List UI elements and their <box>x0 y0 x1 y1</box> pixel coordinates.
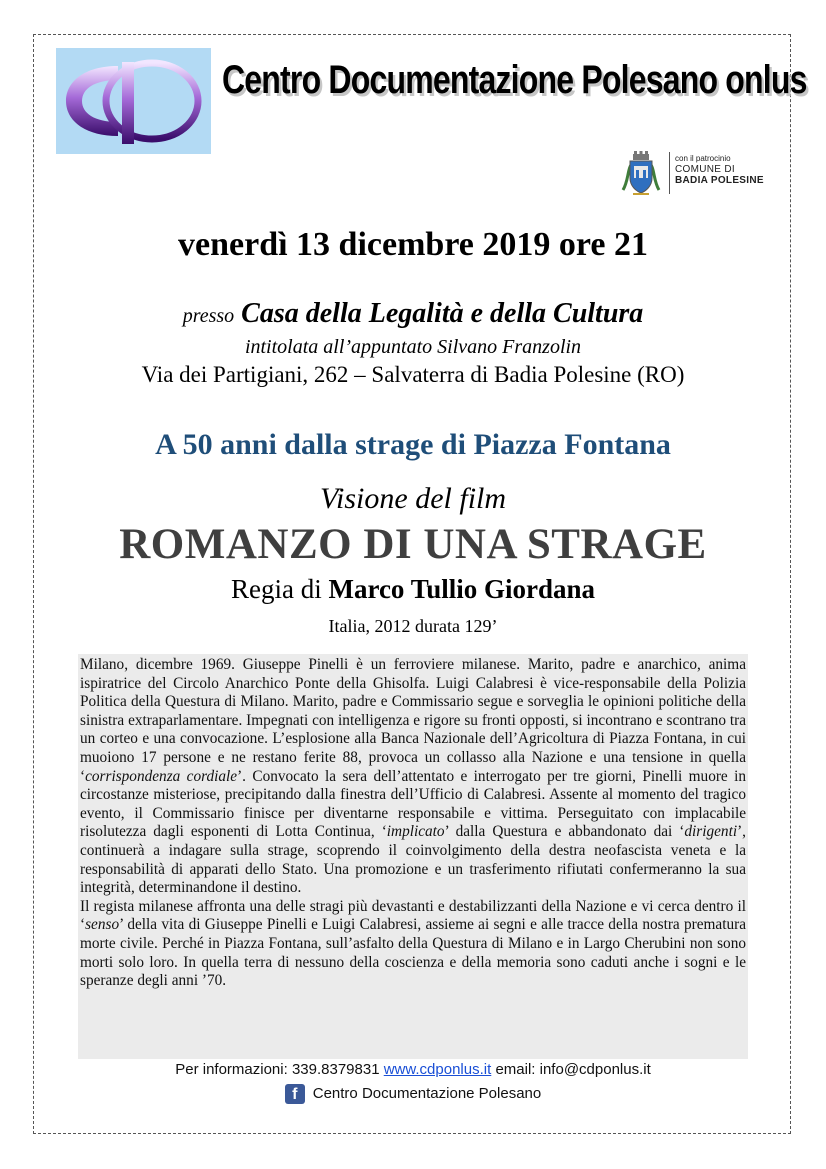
venue-dedication: intitolata all’appuntato Silvano Franzolin <box>244 336 582 358</box>
cdp-logo <box>56 48 211 154</box>
venue-address: Via dei Partigiani, 262 – Salvaterra di Badia Polesine (RO) <box>141 362 685 387</box>
synopsis-emphasis: dirigenti <box>684 823 738 841</box>
patronage-line2: BADIA POLESINE <box>675 175 764 186</box>
film-info: Italia, 2012 durata 129’ <box>328 616 498 636</box>
facebook-page: Centro Documentazione Polesano <box>312 1084 542 1102</box>
patronage-text <box>675 153 764 186</box>
synopsis-text: ’ dalla Questura e abbandonato dai ‘ <box>444 823 685 841</box>
synopsis-paragraph-1 <box>80 656 746 898</box>
synopsis-paragraph-2 <box>80 898 746 991</box>
patronage-label: con il patrocinio <box>675 154 731 163</box>
synopsis-text: ’ della vita di Giuseppe Pinelli e Luigi Calabresi, assieme ai segni e alle tracce della nostra prematura morte civile. Perché in Piazza Fontana, sull’asfalto della Questura di Milano e in Largo Cherubini non sono morti solo loro. In quella terra di nessuno della coscienza e della memoria sono caduti anche i sogni e le speranze degli anni ’70. <box>80 916 746 990</box>
synopsis-text: Milano, dicembre 1969. Giuseppe Pinelli è un ferroviere milanese. Marito, padre e anarchico, anima ispiratrice del Circolo Anarchico Ponte della Ghisolfa. Luigi Calabresi è vice-responsabile della Polizia Politica della Questura di Milano. Marito, padre e Commissario segue e sorveglia le opinioni politiche della sinistra extraparlamentare. Impegnati con intelligenza e rigore su fronti opposti, si incontrano e scontrano tra un corteo e una convocazione. L’esplosione alla Banca Nazionale dell’Agricoltura di Piazza Fontana, in cui muoiono 17 persone e ne restano ferite 88, provoca un collasso alla Nazione e una tensione in quella ‘ <box>80 656 746 785</box>
synopsis-text: Il regista milanese affronta una delle stragi più devastanti e destabilizzanti della Nazione e vi cerca dentro il ‘ <box>80 897 746 934</box>
event-date: venerdì 13 dicembre 2019 ore 21 <box>178 226 648 263</box>
facebook-line <box>0 1084 826 1104</box>
phone-info: Per informazioni: 339.8379831 <box>175 1061 380 1078</box>
coat-of-arms-icon <box>619 150 663 196</box>
director-prefix: Regia di <box>230 574 322 604</box>
patronage-line1: COMUNE DI <box>675 164 735 175</box>
patronage-divider <box>669 152 670 194</box>
film-director <box>0 574 826 605</box>
organization-title: Centro Documentazione Polesano onlus <box>222 58 807 102</box>
patronage-block <box>619 150 779 198</box>
director-name: Marco Tullio Giordana <box>328 574 596 604</box>
synopsis-text: ’, continuerà a indagare sulla strage, scoprendo il coinvolgimento della destra neofascista veneta e la responsabilità di apparati dello Stato. Una promozione e un trasferimento rifiutati confermeranno la sua integrità, determinandone il destino. <box>80 823 746 897</box>
venue-line <box>0 298 826 330</box>
synopsis-emphasis: implicato <box>386 823 445 841</box>
synopsis-emphasis: senso <box>85 916 120 934</box>
email-info: email: info@cdponlus.it <box>495 1061 651 1078</box>
contact-line <box>0 1061 826 1078</box>
synopsis-emphasis: corrispondenza cordiale <box>85 767 238 785</box>
synopsis-text: ’. Convocato la sera dell’attentato e interrogato per tre giorni, Pinelli muore in circostanze misteriose, precipitando dalla finestra dell’Ufficio di Calabresi. Assente al momento del tragico evento, il Commissario finisce per diventarne responsabile e vittima. Perseguitato con implacabile risolutezza dagli esponenti di Lotta Continua, ‘ <box>80 767 746 841</box>
film-intro: Visione del film <box>319 482 507 515</box>
film-synopsis <box>78 654 748 1059</box>
venue-name: Casa della Legalità e della Cultura <box>241 298 644 329</box>
logo-letters: CP <box>56 48 58 49</box>
website-link[interactable]: www.cdponlus.it <box>383 1061 492 1078</box>
film-title: ROMANZO DI UNA STRAGE <box>119 521 707 568</box>
cdp-logo-graphic <box>56 48 211 154</box>
event-subject: A 50 anni dalla strage di Piazza Fontana <box>155 428 671 461</box>
facebook-icon[interactable]: f <box>285 1084 305 1104</box>
venue-prefix: presso <box>182 305 235 327</box>
